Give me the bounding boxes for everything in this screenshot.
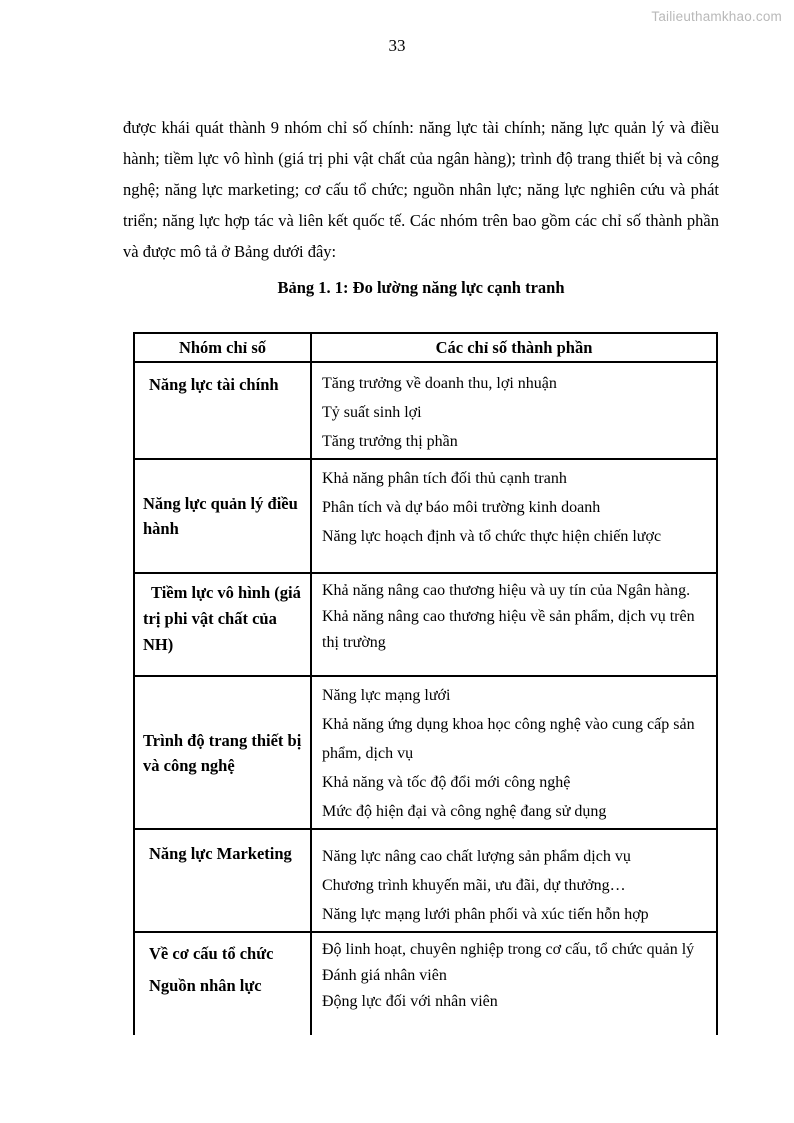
group-label-line2: Nguồn nhân lực: [149, 976, 262, 995]
watermark: Tailieuthamkhao.com: [651, 9, 782, 24]
group-label: Năng lực Marketing: [149, 844, 292, 863]
indicator-item: Năng lực hoạch định và tổ chức thực hiện chiến lược: [322, 528, 662, 545]
indicator-item: Tăng trưởng về doanh thu, lợi nhuận: [322, 375, 557, 392]
indicator-item: Năng lực nâng cao chất lượng sản phẩm dịch vụ: [322, 848, 631, 865]
indicator-item: Năng lực mạng lưới phân phối và xúc tiến hỗn hợp: [322, 906, 649, 923]
table-row-organization-hr: [133, 933, 718, 1035]
group-cell: [133, 363, 312, 458]
group-label: Năng lực tài chính: [149, 375, 279, 394]
indicators-cell: [312, 574, 718, 675]
table-row-management: [133, 460, 718, 574]
table-header-row: [133, 334, 718, 363]
table-row-intangible: [133, 574, 718, 677]
table-title: Bảng 1. 1: Đo lường năng lực cạnh tranh: [277, 278, 565, 297]
group-cell: [133, 830, 312, 931]
group-cell: [133, 677, 312, 828]
indicator-item: Khả năng và tốc độ đổi mới công nghệ: [322, 774, 571, 791]
indicators-cell: [312, 460, 718, 572]
header-cell-indicators: Các chỉ số thành phần: [312, 334, 718, 361]
indicators-cell: [312, 677, 718, 828]
indicator-item: Chương trình khuyến mãi, ưu đãi, dự thưởng…: [322, 877, 626, 894]
indicator-item: Khả năng phân tích đối thủ cạnh tranh: [322, 470, 567, 487]
header-cell-group: Nhóm chỉ số: [133, 334, 312, 361]
group-label: Tiềm lực vô hình (giá trị phi vật chất của NH): [143, 583, 301, 654]
table-row-financial: [133, 363, 718, 460]
indicator-item: Tăng trưởng thị phần: [322, 433, 458, 450]
indicator-item: Động lực đối với nhân viên: [322, 993, 498, 1010]
indicator-item: Độ linh hoạt, chuyên nghiệp trong cơ cấu, tổ chức quản lý: [322, 941, 695, 958]
indicators-cell: [312, 363, 718, 458]
group-cell: [133, 574, 312, 675]
page-number: 33: [388, 36, 406, 55]
indicator-item: Phân tích và dự báo môi trường kinh doanh: [322, 499, 601, 516]
table-row-marketing: [133, 830, 718, 933]
group-label: Trình độ trang thiết bị và công nghệ: [143, 730, 302, 775]
group-cell: [133, 460, 312, 572]
indicator-item: Khả năng ứng dụng khoa học công nghệ vào cung cấp sản phẩm, dịch vụ: [322, 716, 695, 762]
indicator-item: Tỷ suất sinh lợi: [322, 404, 422, 421]
group-label: Về cơ cấu tổ chức: [149, 944, 274, 963]
indicator-item: Đánh giá nhân viên: [322, 967, 447, 984]
indicators-cell: [312, 933, 718, 1035]
table-row-technology: [133, 677, 718, 830]
indicator-item: Năng lực mạng lưới: [322, 687, 451, 704]
group-cell: [133, 933, 312, 1035]
indicator-item: Khả năng nâng cao thương hiệu về sản phẩm, dịch vụ trên thị trường: [322, 608, 695, 651]
competitiveness-table: [133, 332, 718, 1035]
indicators-cell: [312, 830, 718, 931]
intro-paragraph: được khái quát thành 9 nhóm chỉ số chính: năng lực tài chính; năng lực quản lý và điều hành; tiềm lực vô hình (giá trị phi vật chất của ngân hàng); trình độ trang thiết bị và công nghệ; năng lực marketing; cơ cấu tổ chức; nguồn nhân lực; năng lực nghiên cứu và phát triển; năng lực hợp tác và liên kết quốc tế. Các nhóm trên bao gồm các chỉ số thành phần và được mô tả ở Bảng dưới đây:: [123, 118, 719, 261]
group-label: Năng lực quản lý điều hành: [143, 494, 298, 538]
indicator-item: Mức độ hiện đại và công nghệ đang sử dụng: [322, 803, 607, 820]
indicator-item: Khả năng nâng cao thương hiệu và uy tín của Ngân hàng.: [322, 582, 691, 599]
